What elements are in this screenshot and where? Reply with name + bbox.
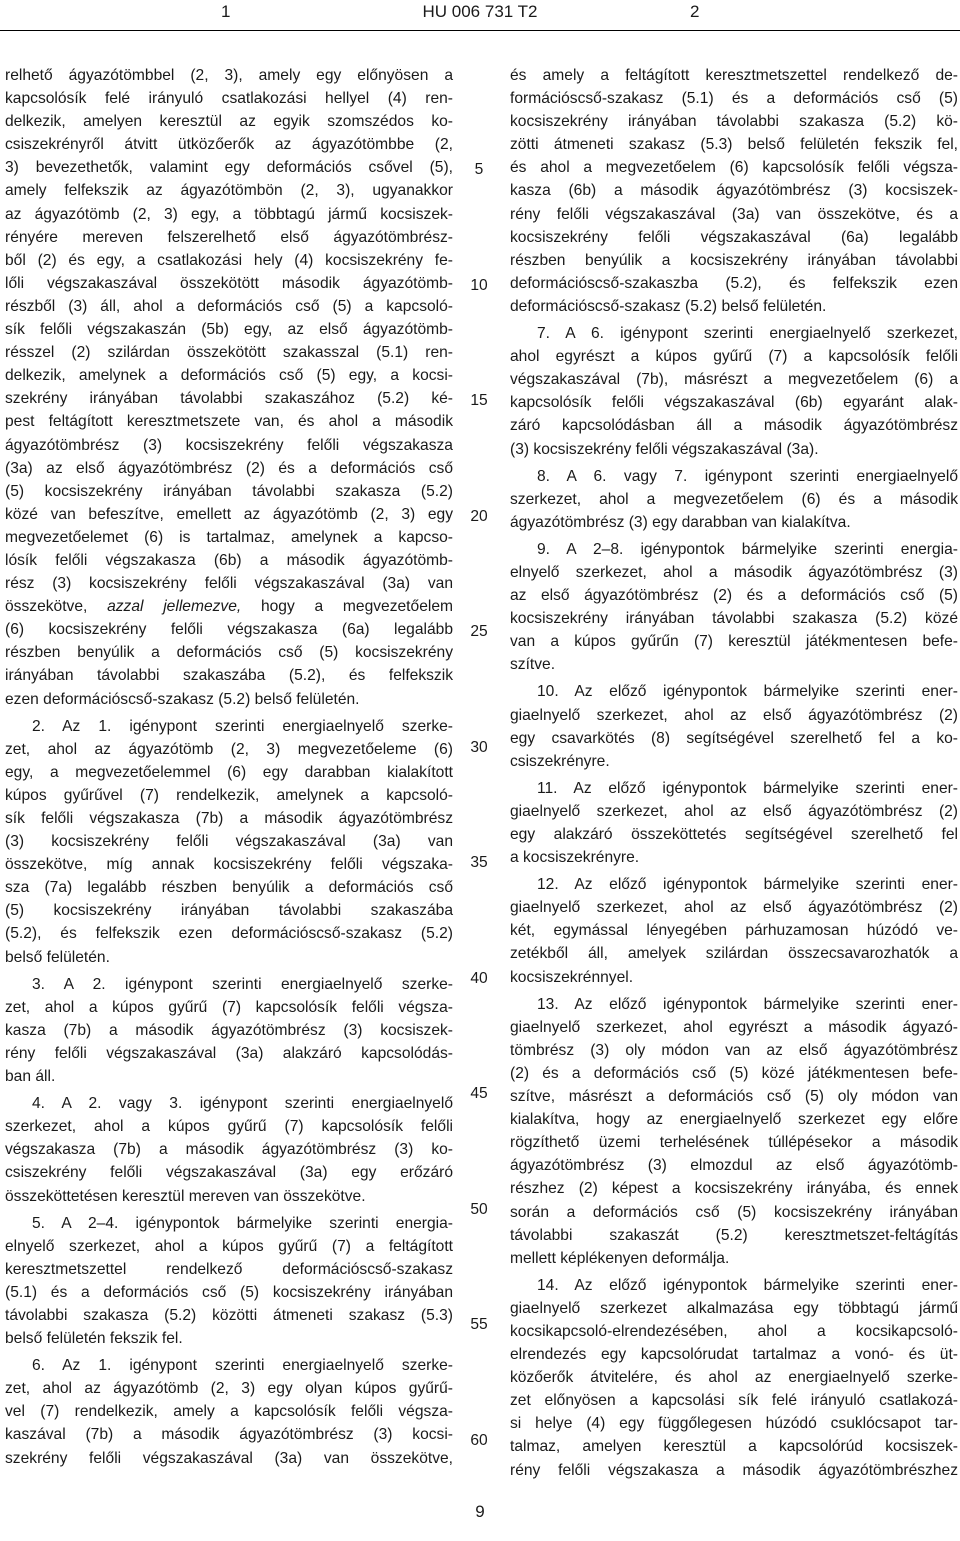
- text-line: részből (3) áll, ahol a deformációs cső (5) a kapcsoló-: [5, 297, 453, 315]
- text-line: szekrény irányában távolabbi szakaszához (5.2) ké-: [5, 390, 453, 408]
- text-line: giaelnyelő szerkezet alkalmazása egy többtagú jármű: [510, 1299, 958, 1317]
- line-number: 45: [470, 1085, 488, 1103]
- text-line: részben benyúlik a kocsiszekrény irányában távolabbi: [510, 251, 958, 269]
- text-line: (5.2), és felfekszik ezen deformációscső-szakasz (5.2): [5, 925, 453, 943]
- line-number: 10: [470, 276, 488, 294]
- line-number: 60: [470, 1431, 488, 1449]
- text-line: kúpos gyűrűvel (7) rendelkezik, amelynek a kapcsoló-: [5, 786, 453, 804]
- header-rule: [0, 30, 960, 31]
- text-line: záró kapcsolódásban áll a második ágyazótömbrész: [510, 417, 958, 435]
- text-line: van a kúpos gyűrűn (7) keresztül játékmentesen befe-: [510, 633, 958, 651]
- text-line: közőerők átvitelére, és ahol az energiaelnyelő szerke-: [510, 1369, 958, 1387]
- text-line: egy, a megvezetőelemmel (6) egy darabban kialakított: [5, 763, 453, 781]
- text-line: résszel (2) szilárdan összekötött szakasszal (5.1) ren-: [5, 344, 453, 362]
- text-line: (5) kocsiszekrény irányában távolabbi szakasza (5.2): [5, 482, 453, 500]
- text-line: giaelnyelő szerkezet, ahol az első ágyazótömbrész (2): [510, 802, 958, 820]
- text-line: belső felületén.: [5, 948, 110, 966]
- text-line: 3) bevezethetők, valamint egy deformációs csővel (5),: [5, 159, 453, 177]
- text-line: közé van befeszítve, emellett az ágyazótömb (2, 3) egy: [5, 505, 453, 523]
- text-line: 13. Az előző igénypontok bármelyike szerinti ener-: [537, 995, 958, 1013]
- text-line: 10. Az előző igénypontok bármelyike szerinti ener-: [537, 683, 958, 701]
- text-line: irányában távolabbi szakaszába (5.2), és felfekszik: [5, 667, 453, 685]
- text-line: távolabbi szakaszát (5.2) keresztmetszet-feltágítás: [510, 1226, 958, 1244]
- text-line: (2) és a deformációs cső (5) közé játékmentesen befe-: [510, 1064, 958, 1082]
- text-line: formációscső-szakasz (5.1) és a deformációs cső (5): [510, 90, 958, 108]
- text-line: lőli végszakaszával összekötött második ágyazótömb-: [5, 274, 453, 292]
- text-line: a kocsiszekrényre.: [510, 849, 640, 867]
- text-line: 9. A 2–8. igénypontok bármelyike szerinti energia-: [537, 540, 958, 558]
- text-line: kasza (6b) a második ágyazótömbrész (3) kocsiszek-: [510, 182, 958, 200]
- text-line: és ahol a megvezetőelem (6) kapcsolósík felőli végsza-: [510, 159, 958, 177]
- text-line: összekötve, míg annak kocsiszekrény felőli végszaka-: [5, 856, 453, 874]
- document-id: HU 006 731 T2: [422, 2, 538, 21]
- text-line: kocsiszekrény felőli végszakaszával (6a) legalább: [510, 228, 958, 246]
- text-line: amely felfekszik az ágyazótömbön (2, 3), ugyanakkor: [5, 182, 453, 200]
- text-line: (3) kocsiszekrény felőli végszakaszával (3a) van: [5, 833, 453, 851]
- text-line: ből (2) és egy, a csatlakozási hely (4) kocsiszekrény fe-: [5, 251, 453, 269]
- text-line: tömbrész (3) oly módon van az első ágyazótömbrész: [510, 1041, 958, 1059]
- text-line: rényére mereven felszerelhető első ágyazótömbrész-: [5, 228, 453, 246]
- left-text-column: [5, 64, 453, 1470]
- text-line: szekrény felőli végszakaszával (3a) van összekötve,: [5, 1449, 453, 1467]
- text-line: belső felületén fekszik fel.: [5, 1330, 183, 1348]
- text-line: megvezetőelemet (6) is tartalmaz, amelynek a kapcso-: [5, 528, 453, 546]
- line-number: 30: [470, 738, 488, 756]
- text-line: zetékből áll, amelyek szilárdan összecsavarozhatók a: [510, 945, 958, 963]
- text-line: 3. A 2. igénypont szerinti energiaelnyelő szerke-: [32, 975, 453, 993]
- text-line: pest feltágított keresztmetszete van, és ahol a második: [5, 413, 453, 431]
- text-line: zötti átmeneti szakasz (5.3) belső felületén fekszik fel,: [510, 136, 958, 154]
- text-line: sza (7a) legalább részben benyúlik a deformációs cső: [5, 879, 453, 897]
- text-line: sík felőli végszakasza (7b) a második ágyazótömbrész: [5, 810, 453, 827]
- text-line: elnyelő szerkezet, ahol a kúpos gyűrű (7) a feltágított: [5, 1237, 453, 1255]
- text-line: csiszekrényre.: [510, 752, 610, 770]
- text-line: 6. Az 1. igénypont szerinti energiaelnyelő szerke-: [32, 1357, 453, 1375]
- text-line: összeköttetésen keresztül mereven van összekötve.: [5, 1187, 366, 1205]
- text-line: csiszekrényről átvitt ütközőerők az ágyazótömbbe (2,: [5, 136, 453, 154]
- line-number: 40: [470, 969, 488, 987]
- text-line: giaelnyelő szerkezet, ahol az első ágyazótömbrész (2): [510, 706, 958, 724]
- text-line: rény felőli végszakasza a második ágyazótömbrészhez: [510, 1461, 958, 1479]
- text-line: egy csavarkötés (8) segítségével szerelhető fel a ko-: [510, 729, 958, 747]
- page-number: 9: [475, 1502, 485, 1521]
- text-line: az ágyazótömb (2, 3) egy, a többtagú jármű kocsiszek-: [5, 205, 453, 223]
- header-left-number: 1: [221, 2, 231, 21]
- right-text-column: [510, 64, 958, 1482]
- text-line: csiszekrény felőli végszakaszával (3a) egy erőzáró: [5, 1164, 453, 1182]
- line-number: 55: [470, 1316, 488, 1334]
- text-line: ágyazótömbrész (3) kocsiszekrény felőli végszakasza: [5, 436, 453, 454]
- text-line: ahol egyrészt a kúpos gyűrű (7) a kapcsolósík felőli: [510, 348, 958, 366]
- text-line: szítve.: [510, 656, 556, 674]
- text-line: szerkezet, ahol a megvezetőelem (6) és a második: [510, 490, 958, 508]
- text-line: rögzíthető üzemi terhelésének túllépésekor a második: [510, 1134, 958, 1152]
- text-line: (3) kocsiszekrény felőli végszakaszával (3a).: [510, 440, 819, 458]
- line-number: 50: [470, 1200, 488, 1218]
- text-line: kocsiszekrény irányában távolabbi szakasza (5.2) kö-: [510, 113, 958, 131]
- text-line: kapcsolósík felé irányuló csatlakozási hellyel (4) ren-: [5, 90, 453, 108]
- text-line: részben benyúlik a deformációs cső (5) kocsiszekrény: [5, 644, 453, 662]
- text-line: deformációscső-szakasz (5.2) belső felületén.: [510, 297, 827, 315]
- line-number: 35: [470, 854, 488, 872]
- text-line: rény felőli végszakaszával (3a) van összekötve, és a: [510, 205, 958, 223]
- italic-phrase: azzal jellemezve,: [107, 598, 242, 616]
- text-line: (5) kocsiszekrény irányában távolabbi szakaszába: [5, 902, 453, 920]
- text-line: 2. Az 1. igénypont szerinti energiaelnyelő szerke-: [32, 717, 453, 735]
- text-line: delkezik, amelynek a deformációs cső (5) egy, a kocsi-: [5, 367, 453, 385]
- text-line: 7. A 6. igénypont szerinti energiaelnyelő szerkezet,: [537, 325, 958, 343]
- line-number: 15: [470, 392, 488, 410]
- text-line: ezen deformációscső-szakasz (5.2) belső felületén.: [5, 690, 360, 708]
- text-line: kialakítva, hogy az energiaelnyelő szerkezet egy előre: [510, 1111, 958, 1129]
- text-line: végszakasza (7b) a második ágyazótömbrész (3) ko-: [5, 1141, 453, 1159]
- text-line: giaelnyelő szerkezet, ahol az első ágyazótömbrész (2): [510, 899, 958, 917]
- text-line: vel (7) rendelkezik, amely a kapcsolósík felőli végsza-: [5, 1403, 453, 1421]
- text-line: relhető ágyazótömbbel (2, 3), amely egy előnyösen a: [5, 67, 453, 84]
- text-line: zet, ahol az ágyazótömb (2, 3) megvezetőeleme (6): [5, 740, 453, 758]
- text-line: két, egymással lényegében párhuzamosan húzódó ve-: [510, 922, 958, 940]
- header-right-number: 2: [690, 2, 700, 21]
- text-line: távolabbi szakasza (5.2) közötti átmeneti szakasz (5.3): [5, 1306, 453, 1324]
- text-line: deformációscső-szakaszba (5.2), és felfekszik ezen: [510, 274, 958, 292]
- text-line: kocsiszekrénnyel.: [510, 968, 634, 986]
- text-line: zet, ahol az ágyazótömb (2, 3) egy olyan kúpos gyűrű-: [5, 1380, 453, 1398]
- text-line: delkezik, amelyen keresztül az egyik szomszédos ko-: [5, 113, 453, 131]
- text-line: végszakaszával (7b), másrészt a megvezetőelem (6) a: [510, 371, 958, 389]
- line-number: 25: [470, 623, 488, 641]
- text-line: lósík felőli végszakasza (6b) a második ágyazótömb-: [5, 551, 453, 569]
- line-number: 20: [470, 507, 488, 525]
- text-line: 12. Az előző igénypontok bármelyike szerinti ener-: [537, 876, 958, 894]
- text-line: részhez (2) képest a kocsiszekrény irányába, és ennek: [510, 1180, 958, 1198]
- text-line: elrendezés egy kapcsolórudat tartalmaz a vonó- és üt-: [510, 1346, 958, 1364]
- text-line: kasza (7b) a második ágyazótömbrész (3) kocsiszek-: [5, 1021, 453, 1039]
- text-line: keresztmetszettel rendelkező deformációscső-szakasz: [5, 1260, 453, 1278]
- text-line: mellett képlékenyen deformálja.: [510, 1249, 730, 1267]
- text-line: 11. Az előző igénypontok bármelyike szerinti ener-: [537, 779, 958, 797]
- text-line: szítve, másrészt a deformációs cső (5) oly módon van: [510, 1088, 958, 1106]
- text-line: (5.1) és a deformációs cső (5) kocsiszekrény irányában: [5, 1283, 453, 1301]
- text-line: és amely a feltágított keresztmetszettel rendelkező de-: [510, 67, 958, 84]
- text-line: rész (3) kocsiszekrény felőli végszakaszával (3a) van: [5, 575, 453, 593]
- text-line: elnyelő szerkezet, ahol a második ágyazótömbrész (3): [510, 563, 958, 581]
- text-line: (6) kocsiszekrény felőli végszakasza (6a) legalább: [5, 621, 453, 639]
- text-line: összekötve, azzal jellemezve, hogy a megvezetőelem: [5, 598, 453, 616]
- text-line: (3a) az első ágyazótömbrész (2) és a deformációs cső: [5, 459, 453, 477]
- text-line: 5. A 2–4. igénypontok bármelyike szerinti energia-: [32, 1214, 453, 1232]
- text-line: zet előnyösen a kapcsolási sík felé irányuló csatlakozá-: [510, 1392, 958, 1410]
- text-line: kocsikapcsoló-elrendezésében, ahol a kocsikapcsoló-: [510, 1322, 958, 1340]
- text-line: zet, ahol a kúpos gyűrű (7) kapcsolósík felőli végsza-: [5, 998, 453, 1016]
- text-line: szerkezet, ahol a kúpos gyűrű (7) kapcsolósík felőli: [5, 1118, 453, 1136]
- text-line: ágyazótömbrész (3) egy darabban van kialakítva.: [510, 513, 851, 531]
- text-line: rény felőli végszakaszával (3a) alakzáró kapcsolódás-: [5, 1044, 453, 1062]
- text-line: giaelnyelő szerkezet, ahol egyrészt a második ágyazó-: [510, 1018, 958, 1036]
- text-line: az első ágyazótömbrész (2) és a deformációs cső (5): [510, 587, 958, 605]
- text-line: kapcsolósík felőli végszakaszával (6b) egyaránt alak-: [510, 394, 958, 412]
- text-line: 8. A 6. vagy 7. igénypont szerinti energiaelnyelő: [537, 467, 958, 485]
- text-line: kocsiszekrény irányában távolabbi szakasza (5.2) közé: [510, 610, 958, 628]
- text-line: kaszával (7b) a második ágyazótömbrész (3) kocsi-: [5, 1426, 453, 1444]
- text-line: 4. A 2. vagy 3. igénypont szerinti energiaelnyelő: [32, 1095, 453, 1113]
- line-number: 5: [474, 161, 484, 179]
- text-line: ban áll.: [5, 1068, 56, 1086]
- text-line: 14. Az előző igénypontok bármelyike szerinti ener-: [537, 1276, 958, 1294]
- text-line: sík felőli végszakaszán (5b) egy, az első ágyazótömb-: [5, 321, 453, 339]
- text-line: talmaz, amelyen keresztül a kapcsolórúd kocsiszek-: [510, 1438, 958, 1456]
- text-line: egy alakzáró összeköttetés segítségével szerelhető fel: [510, 826, 958, 843]
- text-line: során a deformációs cső (5) kocsiszekrény irányában: [510, 1203, 958, 1221]
- text-line: si helye (4) egy függőlegesen húzódó csuklócsapot tar-: [510, 1415, 958, 1433]
- text-line: ágyazótömbrész (3) elmozdul az első ágyazótömb-: [510, 1157, 958, 1175]
